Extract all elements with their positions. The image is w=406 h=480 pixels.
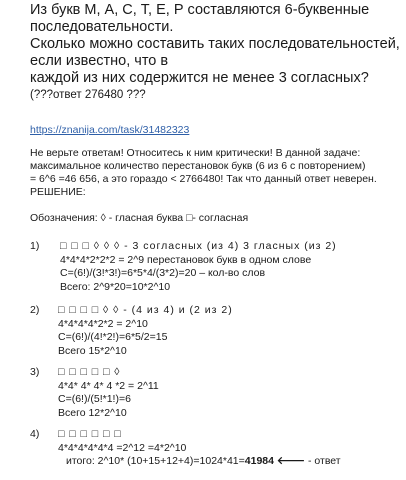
question-line-1: Из букв М, А, С, Т, Е, Р составляются 6-буквенные: [30, 2, 370, 18]
legend: Обозначения: ◊ - гласная буква □- согласная: [30, 212, 249, 224]
case-total: Всего 15*2^10: [58, 344, 127, 357]
case-permutations: 4*4* 4* 4* 4 *2 = 2^11: [58, 379, 159, 392]
arrow-left-icon: 🡐: [276, 455, 306, 467]
total-formula: итого: 2^10* (10+15+12+4)=1024*41=: [66, 455, 245, 467]
question-line-5: каждой из них содержится не менее 3 согласных?: [30, 70, 369, 86]
case-permutations: 4*4*4*2*2*2 = 2^9 перестановок букв в одном слове: [60, 253, 312, 266]
case-pattern: □ □ □ □ ◊ ◊ - (4 из 4) и (2 из 2): [58, 304, 233, 316]
note-line-3: = 6^6 =46 656, а это гораздо < 2766480! Так что данный ответ неверен.: [30, 173, 377, 185]
question-line-2: последовательности.: [30, 19, 174, 35]
final-answer: 41984: [244, 455, 274, 467]
solution-heading: РЕШЕНИЕ:: [30, 186, 86, 198]
question-block: [30, 2, 400, 104]
note-line-2: максимальное количество перестановок букв (6 из 6 с повторением): [30, 160, 366, 172]
question-line-4: если известно, что в: [30, 53, 169, 69]
warning-note: [30, 147, 402, 199]
case-total: Всего 12*2^10: [58, 406, 127, 419]
case-total: Всего: 2^9*20=10*2^10: [60, 280, 171, 293]
case-combinations: C=(6!)/(3!*3!)=6*5*4/(3*2)=20 – кол-во слов: [60, 267, 266, 279]
case-pattern: □ □ □ □ □ ◊: [58, 366, 121, 378]
case-number: 1): [30, 240, 40, 252]
answer-label: - ответ: [308, 455, 341, 467]
answer-note: (???ответ 276480 ???: [30, 89, 146, 101]
case-permutations: 4*4*4*4*4*4 =2^12 =4*2^10: [58, 441, 187, 454]
case-number: 2): [30, 304, 40, 316]
case-pattern: □ □ □ □ □ □: [58, 428, 122, 440]
case-pattern: □ □ □ ◊ ◊ ◊ - 3 согласных (из 4) 3 гласных (из 2): [60, 240, 337, 252]
final-total: [58, 455, 341, 469]
case-combinations: C=(6!)/(5!*1!)=6: [58, 393, 131, 405]
case-combinations: C=(6!)/(4!*2!)=6*5/2=15: [58, 331, 168, 343]
note-line-1: Не верьте ответам! Относитесь к ним критически! В данной задаче:: [30, 147, 361, 159]
question-line-3: Сколько можно составить таких последовательностей,: [30, 36, 400, 52]
case-number: 4): [30, 428, 40, 440]
case-permutations: 4*4*4*4*2*2 = 2^10: [58, 317, 148, 330]
task-link[interactable]: https://znanija.com/task/31482323: [30, 124, 190, 136]
case-number: 3): [30, 366, 40, 378]
